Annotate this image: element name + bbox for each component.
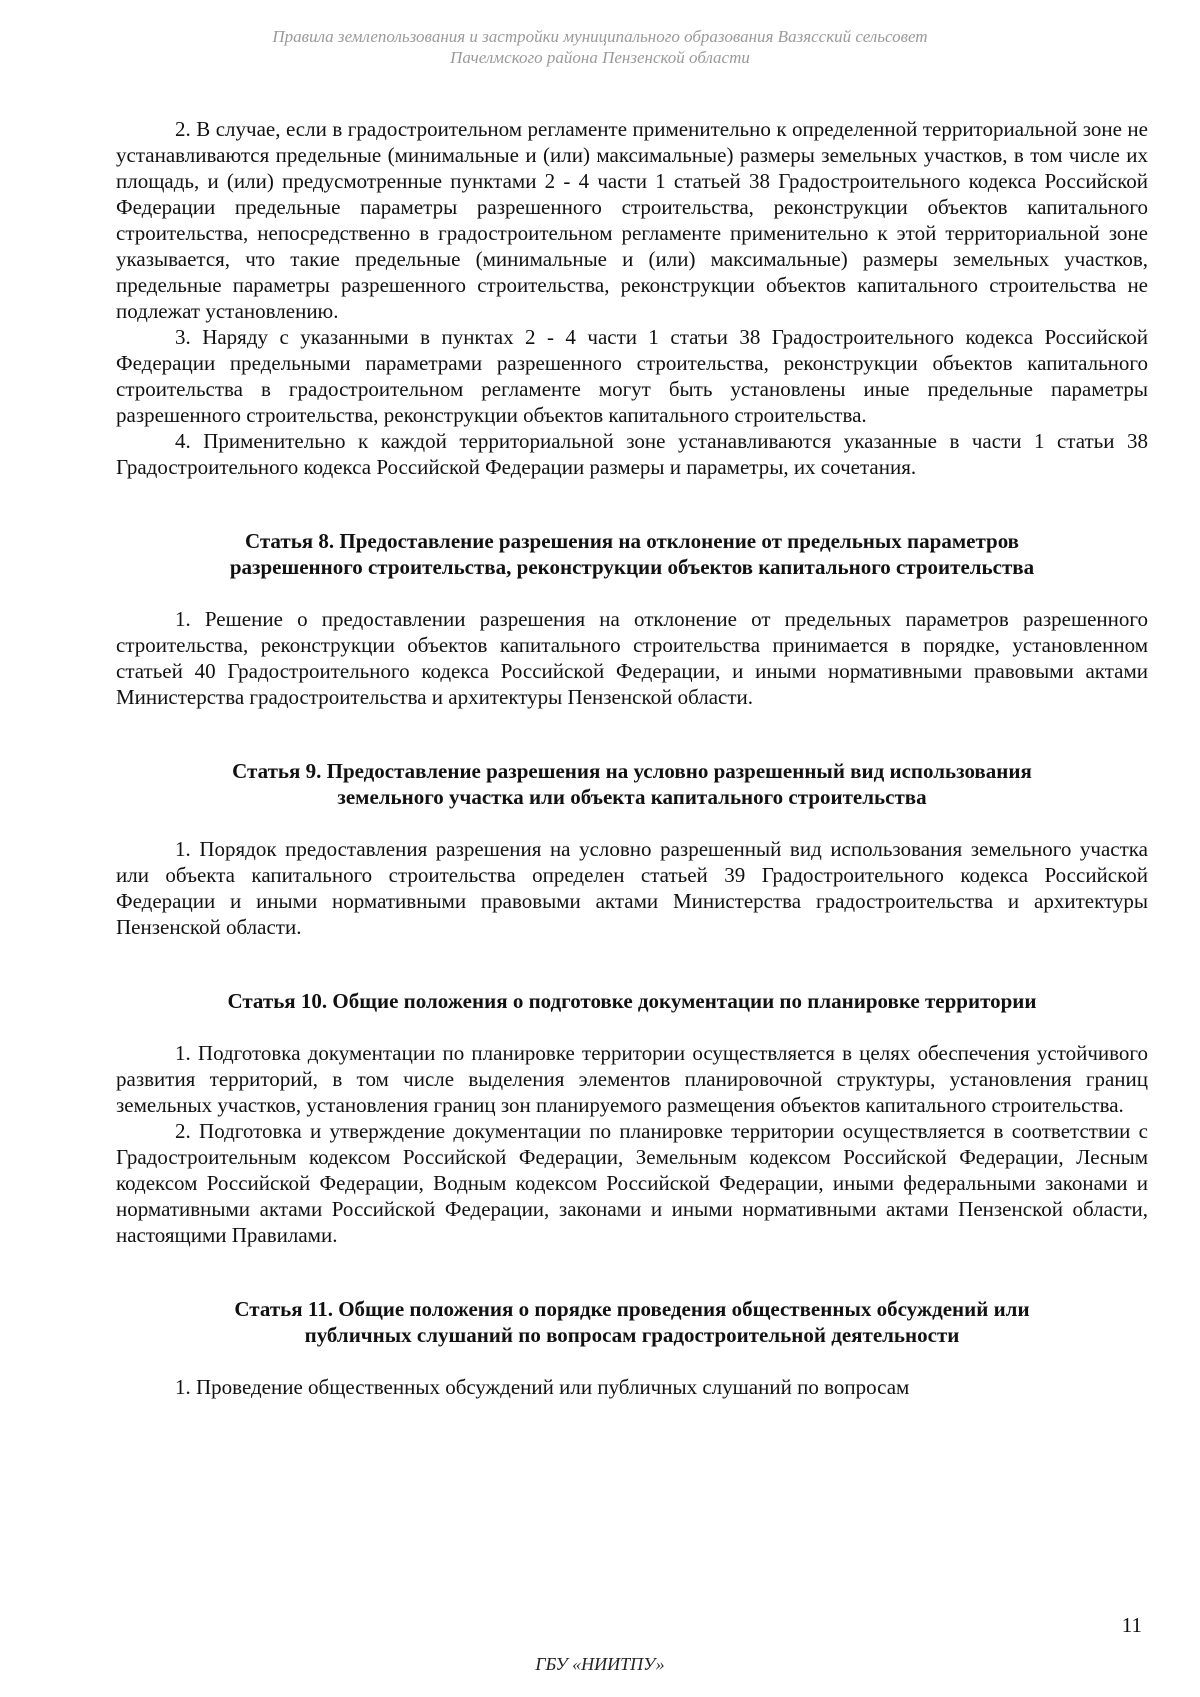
document-body: [116, 116, 1148, 1400]
article-8-title: [116, 528, 1148, 580]
page-header: [0, 26, 1200, 68]
article-11-title: [116, 1296, 1148, 1348]
article-9-title-line-1: Статья 9. Предоставление разрешения на условно разрешенный вид использования: [232, 759, 1032, 783]
article-9-title-line-2: земельного участка или объекта капитального строительства: [337, 785, 927, 809]
article-10-paragraph-1: 1. Подготовка документации по планировке территории осуществляется в целях обеспечения устойчивого развития территорий, в том числе выделения элементов планировочной структуры, установления границ земельных участков, установления границ зон планируемого размещения объектов капитального строительства.: [116, 1041, 1148, 1117]
page-number: 11: [1121, 1613, 1142, 1637]
article-10-paragraph-2: 2. Подготовка и утверждение документации по планировке территории осуществляется в соответствии с Градостроительным кодексом Российской Федерации, Земельным кодексом Российской Федерации, Лесным кодексом Российской Федерации, Водным кодексом Российской Федерации, иными федеральными законами и нормативными актами Российской Федерации, законами и иными нормативными актами Пензенской области, настоящими Правилами.: [116, 1119, 1148, 1247]
article-11-title-line-2: публичных слушаний по вопросам градостроительной деятельности: [304, 1323, 960, 1347]
page-footer-organization: ГБУ «НИИТПУ»: [535, 1654, 665, 1674]
article-11-title-line-1: Статья 11. Общие положения о порядке проведения общественных обсуждений или: [234, 1297, 1030, 1321]
article-7-paragraph-4: 4. Применительно к каждой территориальной зоне устанавливаются указанные в части 1 статьи 38 Градостроительного кодекса Российской Федерации размеры и параметры, их сочетания.: [116, 429, 1148, 479]
article-11-paragraph-1: 1. Проведение общественных обсуждений или публичных слушаний по вопросам: [175, 1375, 910, 1399]
article-7-paragraph-3: 3. Наряду с указанными в пунктах 2 - 4 части 1 статьи 38 Градостроительного кодекса Российской Федерации предельными параметрами разрешенного строительства, реконструкции объектов капитального строительства в градостроительном регламенте могут быть установлены иные предельные параметры разрешенного строительства, реконструкции объектов капитального строительства.: [116, 325, 1148, 427]
article-9-paragraph-1: 1. Порядок предоставления разрешения на условно разрешенный вид использования земельного участка или объекта капитального строительства определен статьей 39 Градостроительного кодекса Российской Федерации и иными нормативными правовыми актами Министерства градостроительства и архитектуры Пензенской области.: [116, 837, 1148, 939]
header-line-1: Правила землепользования и застройки муниципального образования Вазясский сельсовет: [272, 27, 928, 46]
article-8-title-line-1: Статья 8. Предоставление разрешения на отклонение от предельных параметров: [244, 529, 1020, 553]
article-9-title: [116, 758, 1148, 810]
article-8-title-line-2: разрешенного строительства, реконструкции объектов капитального строительства: [229, 555, 1035, 579]
article-8-paragraph-1: 1. Решение о предоставлении разрешения на отклонение от предельных параметров разрешенного строительства, реконструкции объектов капитального строительства принимается в порядке, установленном статьей 40 Градостроительного кодекса Российской Федерации, и иными нормативными правовыми актами Министерства градостроительства и архитектуры Пензенской области.: [116, 607, 1148, 709]
article-10-title: [116, 988, 1148, 1014]
article-10-title-line-1: Статья 10. Общие положения о подготовке документации по планировке территории: [227, 989, 1037, 1013]
article-7-paragraph-2: 2. В случае, если в градостроительном регламенте применительно к определенной территориальной зоне не устанавливаются предельные (минимальные и (или) максимальные) размеры земельных участков, в том числе их площадь, и (или) предусмотренные пунктами 2 - 4 части 1 статьей 38 Градостроительного кодекса Российской Федерации предельные параметры разрешенного строительства, реконструкции объектов капитального строительства, непосредственно в градостроительном регламенте применительно к этой территориальной зоне указывается, что такие предельные (минимальные и (или) максимальные) размеры земельных участков, предельные параметры разрешенного строительства, реконструкции объектов капитального строительства не подлежат установлению.: [116, 117, 1148, 323]
header-line-2: Пачелмского района Пензенской области: [450, 48, 750, 67]
